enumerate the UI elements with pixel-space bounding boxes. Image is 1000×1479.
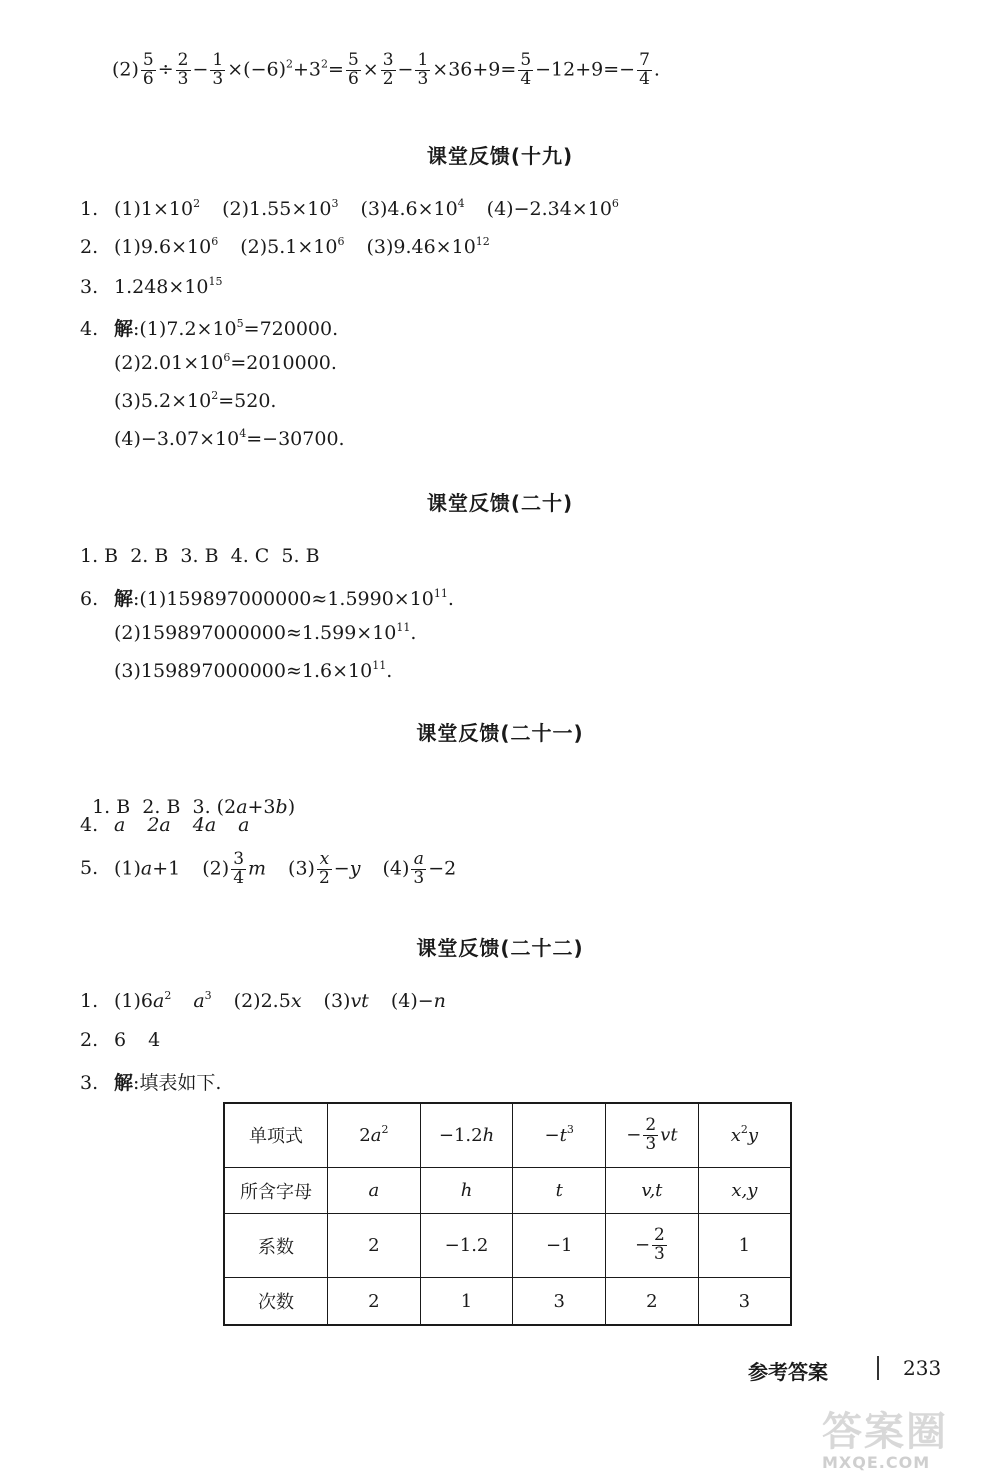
- s19-q4-l3: $(3)5.2\times 10^2=520$.: [114, 389, 277, 412]
- table-cell: $-t^3$: [513, 1103, 606, 1167]
- footer-label: 参考答案: [748, 1360, 828, 1384]
- table-cell: t: [513, 1167, 606, 1214]
- section-title-19: 课堂反馈(十九): [426, 144, 574, 168]
- table-cell: 2: [328, 1278, 421, 1325]
- table-row: [224, 1214, 791, 1278]
- fraction: $\frac{2}{3}$: [645, 1115, 657, 1154]
- s22-q2: 2. 6 4: [80, 1029, 161, 1051]
- fraction: $\frac{2}{3}$: [654, 1225, 665, 1265]
- s19-q1: 1. $(1)1\times 10^2$ $(2)1.55\times 10^3$ $(3)4.6\times 10^4$ $(4)-2.34\times 10^6$: [80, 197, 619, 220]
- fraction: $\frac{5}{6}$: [347, 50, 359, 89]
- table-cell: − $\frac{2}{3}$ vt: [606, 1103, 699, 1167]
- fraction: $\frac{1}{3}$: [212, 50, 224, 89]
- table-cell: v,t: [606, 1167, 699, 1214]
- s19-q4-l4: $(4)-3.07\times 10^4=-30700$.: [114, 427, 345, 450]
- row-header: 所含字母: [224, 1167, 328, 1214]
- footer-divider: [877, 1356, 879, 1380]
- fraction: $\frac{7}{4}$: [639, 50, 650, 89]
- fraction: $\frac{5}{6}$: [142, 50, 154, 89]
- s19-q3: 3. $1.248\times 10^{15}$: [80, 275, 223, 298]
- s20-q6-l2: $(2)159897000000\approx 1.599\times 10^{11}$.: [114, 621, 417, 644]
- table-cell: 2: [606, 1278, 699, 1325]
- table-cell: 1: [698, 1214, 791, 1278]
- table-cell: $2a^2$: [328, 1103, 421, 1167]
- row-header: 系数: [224, 1214, 328, 1278]
- page-number: 233: [903, 1356, 942, 1380]
- table-cell: − $\frac{2}{3}$: [606, 1214, 699, 1278]
- section-title-20: 课堂反馈(二十): [426, 491, 574, 515]
- fraction: $\frac{1}{3}$: [417, 50, 429, 89]
- row-header: 次数: [224, 1278, 328, 1325]
- table-cell: 1: [420, 1278, 513, 1325]
- fraction: $\frac{5}{4}$: [520, 50, 532, 89]
- s19-q2: 2. $(1)9.6\times 10^6$ $(2)5.1\times 10^6$ $(3)9.46\times 10^{12}$: [80, 235, 490, 258]
- s20-q6-l1: 6. 解$:(1)159897000000\approx 1.5990\times 10^{11}$.: [80, 587, 454, 610]
- table-cell: 2: [328, 1214, 421, 1278]
- table-cell: a: [328, 1167, 421, 1214]
- s21-q1-3: 1. B 2. B 3. (2a+3b): [92, 796, 296, 818]
- fraction: $\frac{3}{4}$: [233, 849, 245, 888]
- table-cell: h: [420, 1167, 513, 1214]
- table-cell: $x^2y$: [698, 1103, 791, 1167]
- s21-q5: 5. (1)a+1 (2) $\frac{3}{4}$ m (3) $\frac{x}{2}$ −y (4) $\frac{a}{3}$ −2: [80, 849, 457, 888]
- table-row: [224, 1167, 791, 1214]
- s22-q1: 1. $(1)6a^2$ $a^3$ (2)2.5x (3)vt (4)−n: [80, 989, 446, 1012]
- table-cell: 3: [698, 1278, 791, 1325]
- item-label: (2): [112, 58, 139, 81]
- fraction: $\frac{3}{2}$: [382, 50, 394, 89]
- table-row: [224, 1278, 791, 1325]
- section-title-21: 课堂反馈(二十一): [416, 721, 584, 745]
- table-cell: x,y: [698, 1167, 791, 1214]
- s21-q4: 4. a 2a 4a a: [80, 814, 250, 836]
- table-cell: −1.2h: [420, 1103, 513, 1167]
- s20-q1-5: 1. B 2. B 3. B 4. C 5. B: [80, 545, 320, 567]
- s22-q3: 3. 解:填表如下.: [80, 1072, 222, 1094]
- s20-q6-l3: $(3)159897000000\approx 1.6\times 10^{11}$.: [114, 659, 393, 682]
- section-title-22: 课堂反馈(二十二): [416, 936, 584, 960]
- table-row: [224, 1103, 791, 1167]
- table-cell: 3: [513, 1278, 606, 1325]
- fraction: $\frac{x}{2}$: [318, 849, 330, 888]
- s19-q4-l1: 4. 解$:(1)7.2\times 10^5=720000$.: [80, 317, 339, 340]
- watermark-logo: 答案圈 MXQE.COM: [822, 1409, 948, 1472]
- table-cell: −1: [513, 1214, 606, 1278]
- table-cell: −1.2: [420, 1214, 513, 1278]
- fraction: $\frac{a}{3}$: [413, 849, 425, 888]
- fraction: $\frac{2}{3}$: [177, 50, 189, 89]
- row-header: 单项式: [224, 1103, 328, 1167]
- s19-q4-l2: $(2)2.01\times 10^6=2010000$.: [114, 351, 337, 374]
- top-equation: (2) $\frac{5}{6}$ ÷ $\frac{2}{3}$ − $\frac{1}{3}$ $\times(-6)^2+3^2=$ $\frac{5}{6}$ × $\frac{3}{2}$ − $\frac{1}{3}$ ×36+9= $\frac{5}{4}$ −12+9=− $\frac{7}{4}$ .: [112, 50, 660, 89]
- monomial-table: [223, 1102, 792, 1326]
